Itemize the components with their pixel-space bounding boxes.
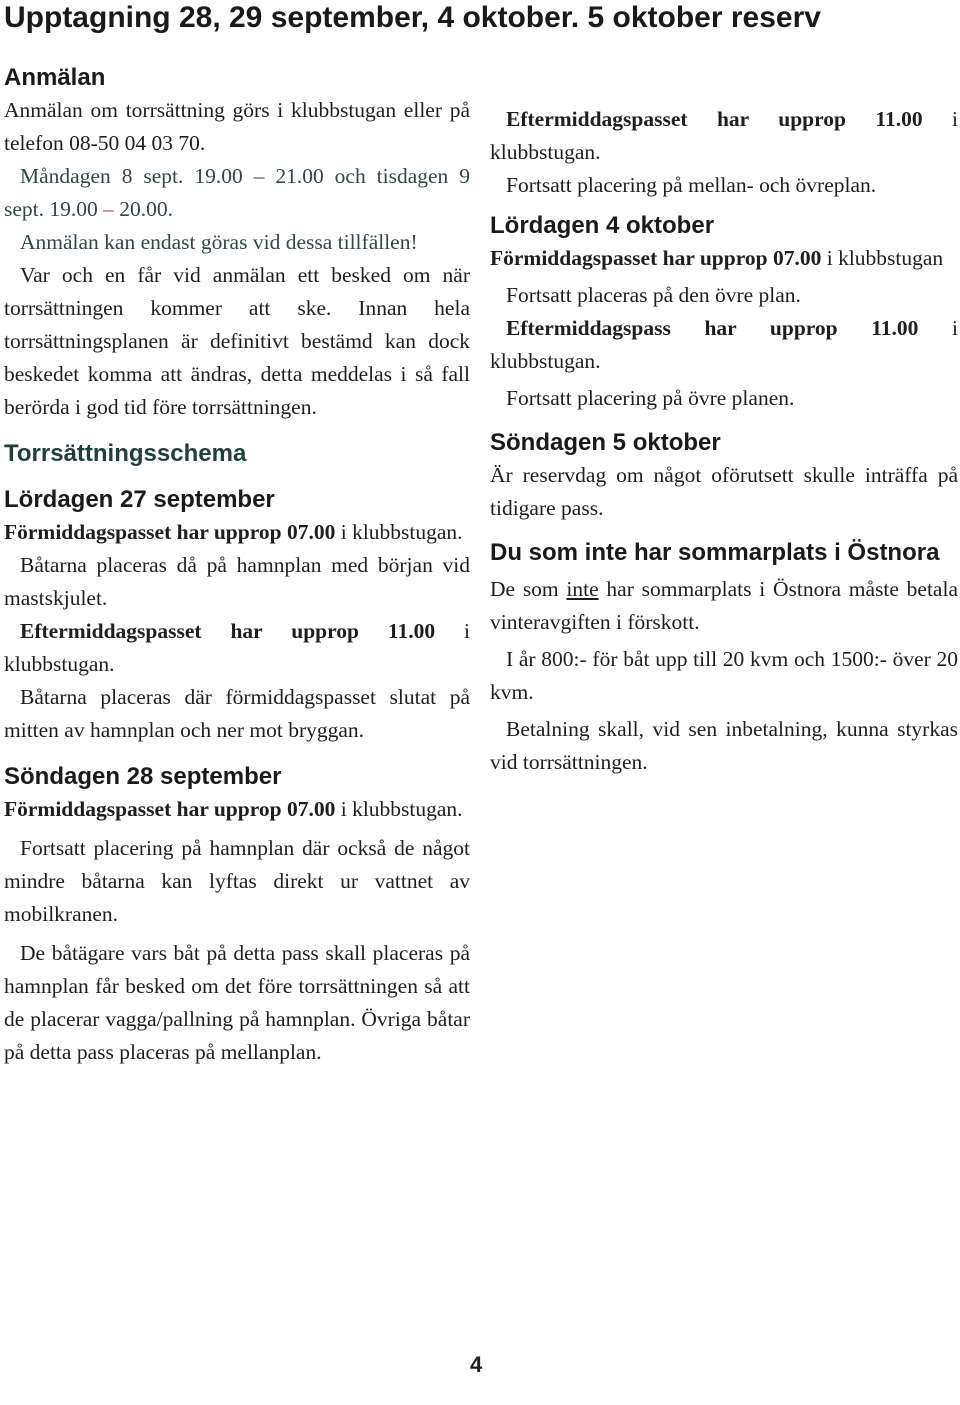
payment-text: Betalning skall, vid sen inbetalning, kunna styrkas vid torrsättningen. [490,717,958,774]
anmalan-heading: Anmälan [4,64,106,91]
sat27-afternoon-rest: i klubbstugan. [4,619,470,676]
sat4-afternoon-bold: Eftermiddagspass har upprop 11.00 [506,316,919,340]
sat27-heading: Lördagen 27 september [4,486,275,513]
price-text: I år 800:- för båt upp till 20 kvm och 1500:- över 20 kvm. [490,647,958,704]
right-column [490,103,958,779]
page-banner: Upptagning 28, 29 september, 4 oktober. 5 oktober reserv [4,1,821,34]
schema-heading: Torrsättningsschema [4,440,247,467]
sun28-text2: De båtägare vars båt på detta pass skall placeras på hamnplan får besked om det före torrsättningen så att de placerar vagga/pallning på hamnplan. Övriga båtar på detta pass placeras på mellanplan. [4,941,470,1064]
nosummer-b: har sommarplats i Östnora måste betala vinteravgiften i förskott. [490,577,958,634]
left-column [4,62,470,1069]
sun28-morning-call [4,793,470,826]
sat4-morning-bold: Förmiddagspasset har upprop 07.00 [490,246,822,270]
nosummer-text [490,573,958,639]
sat4-afternoon-text: Fortsatt placering på övre planen. [506,386,795,410]
sun28-morning-bold: Förmiddagspasset har upprop 07.00 [4,797,336,821]
sat27-morning-rest: i klubbstugan. [335,520,463,544]
registration-dates [4,160,470,226]
sat4-morning-call [490,242,958,275]
sat4-morning-rest: i klubbstugan [821,246,944,270]
registration-dates-b: 20.00. [113,197,174,221]
sun28-morning-rest: i klubbstugan. [335,797,463,821]
sat4-afternoon-call [490,312,958,378]
nosummer-inte: inte [566,577,599,601]
sun5-text: Är reservdag om något oförutsett skulle inträffa på tidigare pass. [490,463,958,520]
sun28-text1: Fortsatt placering på hamnplan där också de något mindre båtarna kan lyftas direkt ur vattnet av mobilkranen. [4,836,470,926]
sat27-morning-call [4,516,470,549]
sat27-morning-bold: Förmiddagspasset har upprop 07.00 [4,520,336,544]
only-occasions-note: Anmälan kan endast göras vid dessa tillfällen! [20,230,418,254]
sat27-morning-text: Båtarna placeras då på hamnplan med början vid mastskjulet. [4,553,470,610]
sat4-afternoon-rest: i klubbstugan. [490,316,958,373]
page-number: 4 [470,1352,483,1377]
sun28-heading: Söndagen 28 september [4,763,282,790]
registration-dates-a: Måndagen 8 sept. 19.00 – 21.00 och tisdagen 9 sept. 19.00 [4,164,470,221]
sat27-afternoon-text: Båtarna placeras där förmiddagspasset slutat på mitten av hamnplan och ner mot bryggan. [4,685,470,742]
nosummer-a: De som [490,577,567,601]
sat4-morning-text: Fortsatt placeras på den övre plan. [506,283,801,307]
sat4-heading: Lördagen 4 oktober [490,212,715,239]
sat27-afternoon-call [4,615,470,681]
sun28-afternoon-text: Fortsatt placering på mellan- och övreplan. [506,173,877,197]
sun28-afternoon-call [490,103,958,169]
sun28-afternoon-bold: Eftermiddagspasset har upprop 11.00 [506,107,923,131]
nosummer-heading: Du som inte har sommarplats i Östnora [490,539,940,566]
anmalan-text: Anmälan om torrsättning görs i klubbstugan eller på telefon 08-50 04 03 70. [4,98,470,155]
sat27-afternoon-bold: Eftermiddagspasset har upprop 11.00 [20,619,436,643]
sun28-afternoon-rest: i klubbstugan. [490,107,958,164]
registration-dash: – [103,197,114,221]
notice-text: Var och en får vid anmälan ett besked om när torrsättningen kommer att ske. Innan hela torrsättningsplanen är definitivt bestämd kan dock beskedet komma att ändras, detta meddelas i så fall berörda i god tid före torrsättningen. [4,263,470,419]
sun5-heading: Söndagen 5 oktober [490,429,721,456]
